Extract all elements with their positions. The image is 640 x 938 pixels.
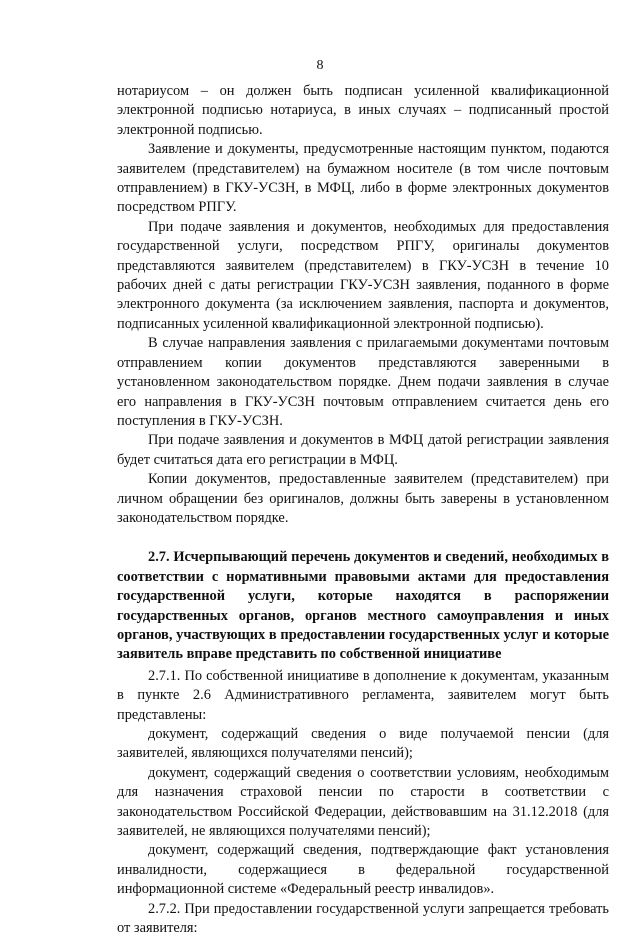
- list-item-pension-type: документ, содержащий сведения о виде получаемой пенсии (для заявителей, являющихся получателями пенсий);: [117, 726, 609, 762]
- page-number: 8: [316, 58, 324, 73]
- paragraph-mfc-registration: При подаче заявления и документов в МФЦ датой регистрации заявления будет считаться дата его регистрации в МФЦ.: [117, 432, 609, 468]
- paragraph-2-7-2: 2.7.2. При предоставлении государственной услуги запрещается требовать от заявителя:: [117, 900, 609, 937]
- paragraph-continuation: нотариусом – он должен быть подписан усиленной квалификационной электронной подписью нотариуса, в иных случаях – подписанный простой электронной подписью.: [117, 83, 609, 138]
- list-item-disability: документ, содержащий сведения, подтверждающие факт установления инвалидности, содержащиеся в федеральной государственной информационной системе «Федеральный реестр инвалидов».: [117, 842, 609, 898]
- list-item-pension-conditions: документ, содержащий сведения о соответствии условиям, необходимым для назначения страховой пенсии по старости в соответствии с законодательством Российской Федерации, действовавшим на 31.12.2018 (для заявителей, не являющихся получателями пенсий);: [117, 764, 609, 840]
- paragraph-2-7-1: 2.7.1. По собственной инициативе в дополнение к документам, указанным в пункте 2.6 Административного регламента, заявителем могут быть представлены:: [117, 667, 609, 723]
- paragraph-copies-certification: Копии документов, предоставленные заявителем (представителем) при личном обращении без оригиналов, должны быть заверены в установленном законодательством порядке.: [117, 471, 609, 526]
- paragraph-submission-methods: Заявление и документы, предусмотренные настоящим пунктом, подаются заявителем (представителем) на бумажном носителе (в том числе почтовым отправлением) в ГКУ-УСЗН, в МФЦ, либо в форме электронных документов посредством РПГУ.: [117, 141, 609, 216]
- paragraph-postal-submission: В случае направления заявления с прилагаемыми документами почтовым отправлением копии документов представляются заверенными в установленном законодательством порядке. Днем подачи заявления в случае его направления в ГКУ-УСЗН почтовым отправлением считается день его поступления в ГКУ-УСЗН.: [117, 335, 609, 429]
- page-body: [117, 82, 609, 938]
- paragraph-rpgu-originals: При подаче заявления и документов, необходимых для предоставления государственной услуги, посредством РПГУ, оригиналы документов представляются заявителем (представителем) в ГКУ-УСЗН в течение 10 рабочих дней с даты регистрации ГКУ-УСЗН заявления, поданного в форме электронного документа (за исключением заявления, паспорта и документов, подписанных усиленной квалификационной электронной подписью).: [117, 218, 609, 332]
- section-heading: 2.7. Исчерпывающий перечень документов и сведений, необходимых в соответствии с нормативными правовыми актами для предоставления государственной услуги, которые находятся в распоряжении государственных органов, органов местного самоуправления и иных органов, участвующих в предоставлении государственных услуг и которые заявитель вправе представить по собственной инициативе: [117, 549, 609, 663]
